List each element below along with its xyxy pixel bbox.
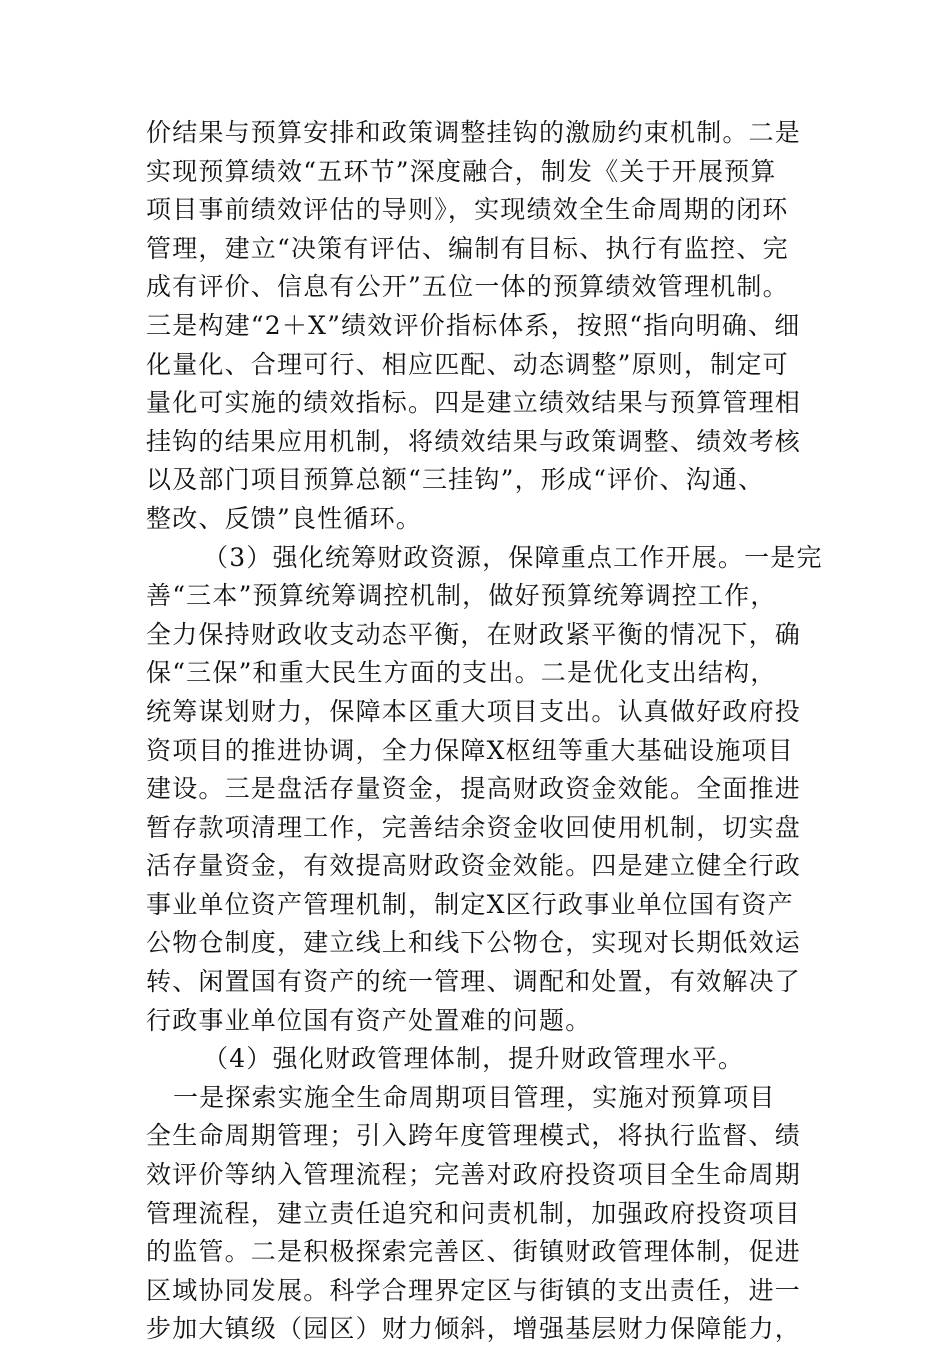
- text-line: 的监管。二是积极探索完善区、街镇财政管理体制，促进: [146, 1237, 802, 1267]
- text-line: 行政事业单位国有资产处置难的问题。: [146, 1005, 592, 1035]
- text-line: 活存量资金，有效提高财政资金效能。四是建立健全行政: [146, 851, 802, 881]
- text-line: 全力保持财政收支动态平衡，在财政紧平衡的情况下，确: [146, 619, 802, 649]
- text-line: 效评价等纳入管理流程；完善对政府投资项目全生命周期: [146, 1160, 802, 1190]
- text-line: 建设。三是盘活存量资金，提高财政资金效能。全面推进: [146, 774, 802, 804]
- text-line: 整改、反馈”良性循环。: [146, 503, 422, 533]
- text-line: 保“三保”和重大民生方面的支出。二是优化支出结构，: [146, 658, 777, 688]
- paragraph-first-line: （4）强化财政管理体制，提升财政管理水平。: [203, 1044, 745, 1074]
- text-line: 公物仓制度，建立线上和线下公物仓，实现对长期低效运: [146, 928, 802, 958]
- text-line: 量化可实施的绩效指标。四是建立绩效结果与预算管理相: [146, 388, 802, 418]
- paragraph-first-line: （3）强化统筹财政资源，保障重点工作开展。一是完: [203, 542, 823, 572]
- text-line: 管理流程，建立责任追究和问责机制，加强政府投资项目: [146, 1198, 802, 1228]
- text-line: 化量化、合理可行、相应匹配、动态调整”原则，制定可: [146, 349, 789, 379]
- text-line: 区域协同发展。科学合理界定区与街镇的支出责任，进一: [146, 1275, 802, 1305]
- text-line: 管理，建立“决策有评估、编制有目标、执行有监控、完: [146, 233, 789, 263]
- text-line: 实现预算绩效“五环节”深度融合，制发《关于开展预算: [146, 156, 777, 186]
- text-line: 统筹谋划财力，保障本区重大项目支出。认真做好政府投: [146, 696, 802, 726]
- text-line: 挂钩的结果应用机制，将绩效结果与政策调整、绩效考核: [146, 426, 802, 456]
- text-line: 资项目的推进协调，全力保障X枢纽等重大基础设施项目: [146, 735, 794, 765]
- text-line: 项目事前绩效评估的导则》，实现绩效全生命周期的闭环: [146, 195, 789, 225]
- body-text: [146, 114, 823, 1349]
- text-line: 以及部门项目预算总额“三挂钩”，形成“评价、沟通、: [146, 465, 765, 495]
- text-line: 暂存款项清理工作，完善结余资金收回使用机制，切实盘: [146, 812, 802, 842]
- text-line: 事业单位资产管理机制，制定X区行政事业单位国有资产: [146, 889, 794, 919]
- text-line: 转、闲置国有资产的统一管理、调配和处置，有效解决了: [146, 967, 802, 997]
- paragraph-first-line: 一是探索实施全生命周期项目管理，实施对预算项目: [173, 1082, 776, 1112]
- text-line: 价结果与预算安排和政策调整挂钩的激励约束机制。二是: [146, 118, 802, 147]
- text-line: 善“三本”预算统筹调控机制，做好预算统筹调控工作，: [146, 581, 777, 611]
- text-line: 三是构建“2＋X”绩效评价指标体系，按照“指向明确、细: [146, 310, 801, 340]
- text-line: 成有评价、信息有公开”五位一体的预算绩效管理机制。: [146, 272, 789, 302]
- text-line: 步加大镇级（园区）财力倾斜，增强基层财力保障能力，: [146, 1314, 802, 1344]
- text-line: 全生命周期管理；引入跨年度管理模式，将执行监督、绩: [146, 1121, 802, 1151]
